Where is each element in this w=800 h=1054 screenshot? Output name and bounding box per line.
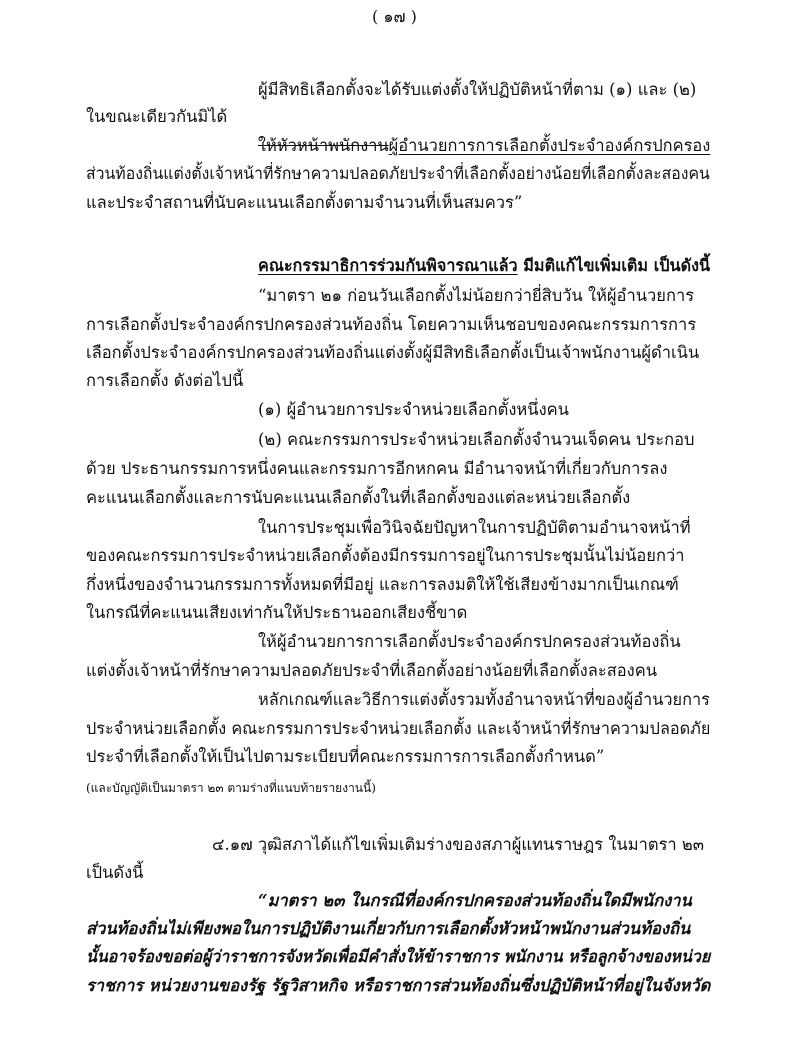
para2-line1 <box>258 135 710 157</box>
section21-item2-line1: (๒) คณะกรรมการประจำหน่วยเลือกตั้งจำนวนเจ็ดคน ประกอบ <box>258 430 695 449</box>
section21-director-line1: ให้ผู้อำนวยการการเลือกตั้งประจำองค์กรปกครองส่วนท้องถิ่น <box>258 632 681 651</box>
section23-line1: “มาตรา ๒๓ ในกรณีที่องค์กรปกครองส่วนท้องถิ่นใดมีพนักงาน <box>258 891 692 910</box>
committee-heading-underlined: คณะกรรมาธิการร่วมกันพิจารณาแล้ว <box>258 256 518 275</box>
section21-meeting-line4: ในกรณีที่คะแนนเสียงเท่ากันให้ประธานออกเสียงชี้ขาด <box>86 603 468 622</box>
section21-criteria-line1: หลักเกณฑ์และวิธีการแต่งตั้งรวมทั้งอำนาจหน้าที่ของผู้อำนวยการ <box>258 690 710 709</box>
section21-criteria-line3: ประจำที่เลือกตั้งให้เป็นไปตามระเบียบที่คณะกรรมการการเลือกตั้งกำหนด” <box>86 747 605 766</box>
section21-line1: “มาตรา ๒๑ ก่อนวันเลือกตั้งไม่น้อยกว่ายี่สิบวัน ให้ผู้อำนวยการ <box>258 286 695 305</box>
section23-line3: นั้นอาจร้องขอต่อผู้ว่าราชการจังหวัดเพื่อมีคำสั่งให้ข้าราชการ พนักงาน หรือลูกจ้างของหน่วย <box>86 947 711 966</box>
section21-meeting-line2: ของคณะกรรมการประจำหน่วยเลือกตั้งต้องมีกรรมการอยู่ในการประชุมนั้นไม่น้อยกว่า <box>86 546 685 565</box>
section21-line4: การเลือกตั้ง ดังต่อไปนี้ <box>86 371 244 390</box>
section23-line2: ส่วนท้องถิ่นไม่เพียงพอในการปฏิบัติงานเกี่ยวกับการเลือกตั้งหัวหน้าพนักงานส่วนท้องถิ่น <box>86 919 691 938</box>
para2-line2: ส่วนท้องถิ่นแต่งตั้งเจ้าหน้าที่รักษาความปลอดภัยประจำที่เลือกตั้งอย่างน้อยที่เลือกตั้งละสองคน <box>86 164 710 183</box>
section21-item2-line3: คะแนนเลือกตั้งและการนับคะแนนเลือกตั้งในที่เลือกตั้งของแต่ละหน่วยเลือกตั้ง <box>86 488 631 507</box>
inserted-text: ผู้อำนวยการการเลือกตั้งประจำองค์กรปกครอง <box>388 136 711 155</box>
page-number: ( ๑๗ ) <box>372 7 417 26</box>
section21-line2: การเลือกตั้งประจำองค์กรปกครองส่วนท้องถิ่น โดยความเห็นชอบของคณะกรรมการการ <box>86 315 697 334</box>
section23-line4: ราชการ หน่วยงานของรัฐ รัฐวิสาหกิจ หรือราชการส่วนท้องถิ่นซึ่งปฏิบัติหน้าที่อยู่ในจังหวัด <box>86 976 711 995</box>
para1-line1: ผู้มีสิทธิเลือกตั้งจะได้รับแต่งตั้งให้ปฏิบัติหน้าที่ตาม (๑) และ (๒) <box>258 80 697 99</box>
section21-item2-line2: ด้วย ประธานกรรมการหนึ่งคนและกรรมการอีกหกคน มีอำนาจหน้าที่เกี่ยวกับการลง <box>86 459 668 478</box>
section21-line3: เลือกตั้งประจำองค์กรปกครองส่วนท้องถิ่นแต่งตั้งผู้มีสิทธิเลือกตั้งเป็นเจ้าพนักงานผู้ดำเนิน <box>86 343 700 362</box>
section21-item1: (๑) ผู้อำนวยการประจำหน่วยเลือกตั้งหนึ่งคน <box>258 400 569 419</box>
section21-director-line2: แต่งตั้งเจ้าหน้าที่รักษาความปลอดภัยประจำที่เลือกตั้งอย่างน้อยที่เลือกตั้งละสองคน <box>86 661 658 680</box>
committee-heading <box>258 255 710 277</box>
committee-heading-rest: มีมติแก้ไขเพิ่มเติม เป็นดังนี้ <box>517 256 711 275</box>
para2-line3: และประจำสถานที่นับคะแนนเลือกตั้งตามจำนวนที่เห็นสมควร” <box>86 193 523 212</box>
para1-line2: ในขณะเดียวกันมิได้ <box>86 107 228 126</box>
section21-criteria-line2: ประจำหน่วยเลือกตั้ง คณะกรรมการประจำหน่วยเลือกตั้ง และเจ้าหน้าที่รักษาความปลอดภัย <box>86 719 711 738</box>
struck-text: ให้หัวหน้าพนักงาน <box>258 136 389 155</box>
section21-meeting-line1: ในการประชุมเพื่อวินิจฉัยปัญหาในการปฏิบัติตามอำนาจหน้าที่ <box>258 518 691 537</box>
section417-line2: เป็นดังนี้ <box>86 863 144 882</box>
annex-note: (และบัญญัติเป็นมาตรา ๒๓ ตามร่างที่แนบท้ายรายงานนี้) <box>86 781 376 795</box>
section21-meeting-line3: กึ่งหนึ่งของจำนวนกรรมการทั้งหมดที่มีอยู่ และการลงมติให้ใช้เสียงข้างมากเป็นเกณฑ์ <box>86 575 679 594</box>
section417-line1: ๔.๑๗ วุฒิสภาได้แก้ไขเพิ่มเติมร่างของสภาผู้แทนราษฎร ในมาตรา ๒๓ <box>212 835 705 854</box>
